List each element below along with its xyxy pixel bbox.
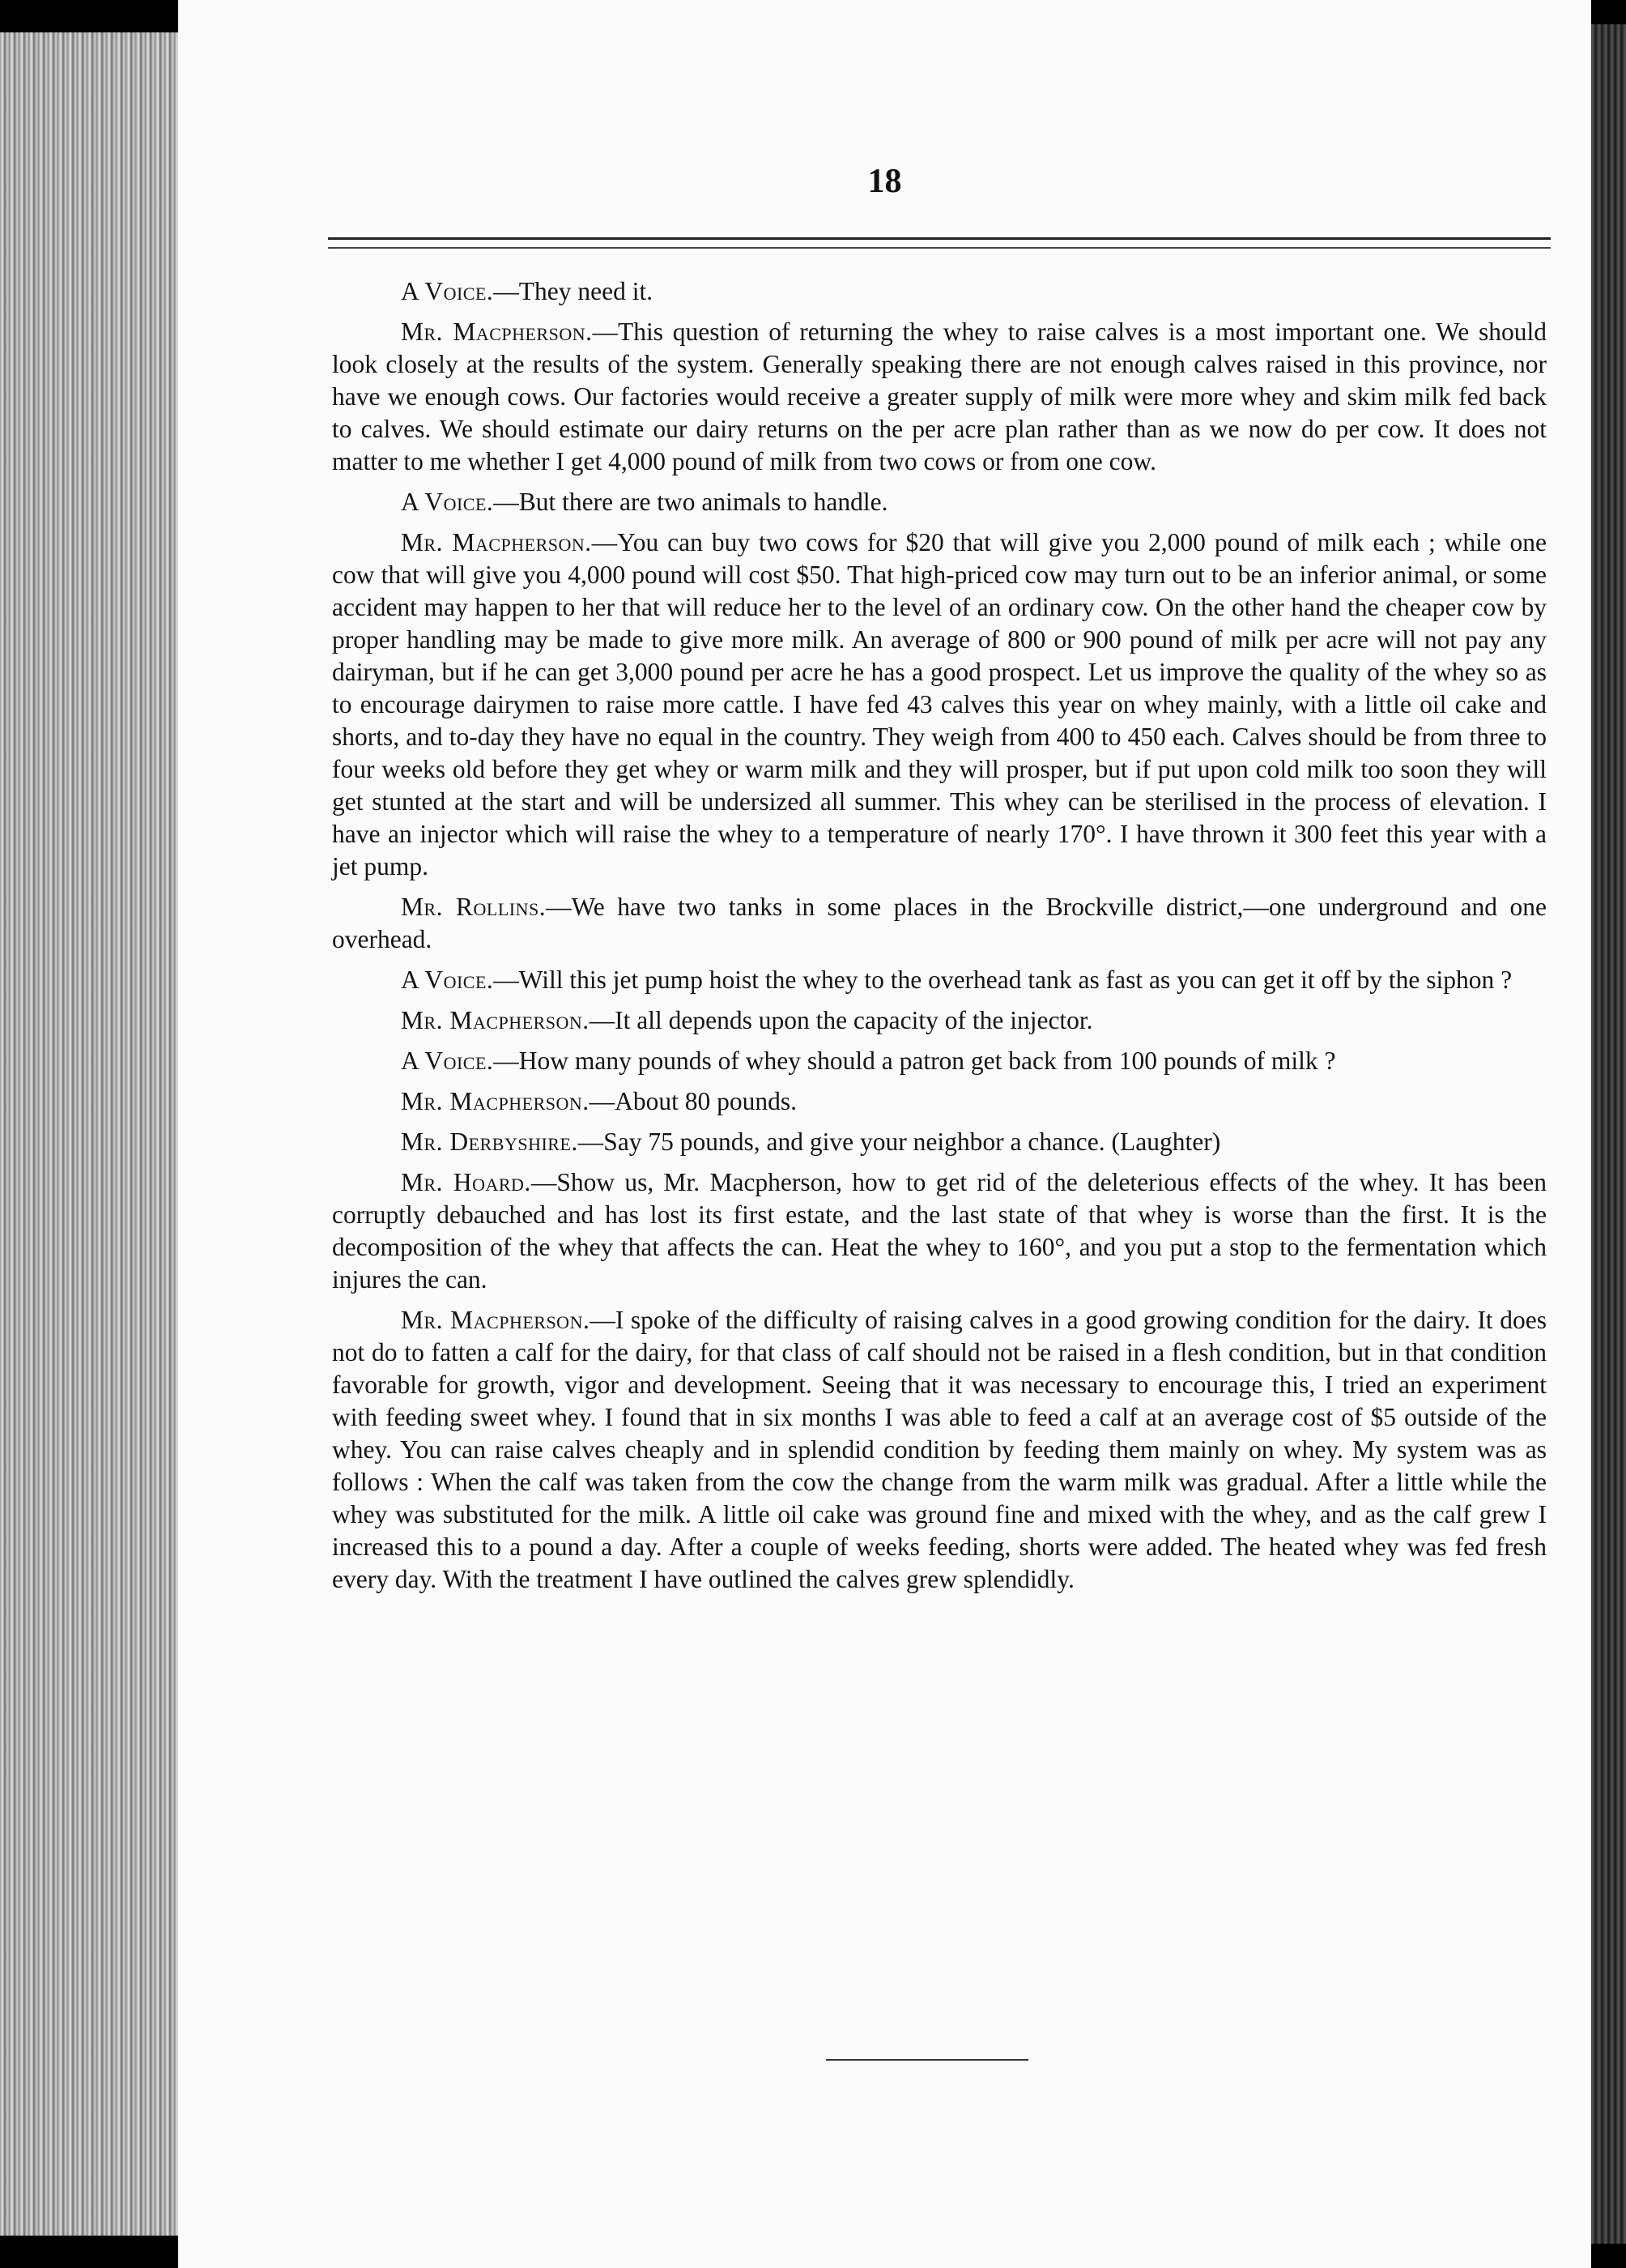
paragraph-text: —You can buy two cows for $20 that will give you 2,000 pound of milk each ; while one cow that will give you 4,000 pound will cost $50. That high-priced cow may turn out to be an inferior animal, or some accident may happen to her that will reduce her to the level of an ordinary cow. On the other hand the cheaper cow by proper handling may be made to give more milk. An average of 800 or 900 pound of milk per acre will not pay any dairyman, but if he can get 3,000 pound per acre he has a good prospect. Let us improve the quality of the whey so as to encourage dairymen to raise more cattle. I have fed 43 calves this year on whey mainly, with a little oil cake and shorts, and to-day they have no equal in the country. They weigh from 400 to 450 each. Calves should be from three to four weeks old before they get whey or warm milk and they will prosper, but if put upon cold milk too soon they will get stunted at the start and will be undersized all summer. This whey can be sterilised in the process of elevation. I have an injector which will raise the whey to a temperature of nearly 170°. I have thrown it 300 feet this year with a jet pump. bbox=[332, 528, 1547, 880]
speaker-name: Mr. Macpherson. bbox=[401, 318, 593, 346]
paragraph-text: —Say 75 pounds, and give your neighbor a chance. (Laughter) bbox=[577, 1128, 1221, 1156]
speaker-name: A Voice. bbox=[401, 966, 494, 994]
paragraph bbox=[332, 1166, 1547, 1296]
paragraph bbox=[332, 964, 1547, 996]
paragraph bbox=[332, 1045, 1547, 1077]
speaker-name: Mr. Macpherson. bbox=[401, 1006, 590, 1034]
header-rule-secondary bbox=[328, 247, 1551, 249]
speaker-name: Mr. Macpherson. bbox=[401, 1306, 590, 1334]
paragraph-text: —This question of returning the whey to raise calves is a most important one. We should look closely at the results of the system. Generally speaking there are not enough calves raised in this province, nor have we enough cows. Our factories would receive a greater supply of milk were more whey and skim milk fed back to calves. We should estimate our dairy returns on the per acre plan rather than as we now do per cow. It does not matter to me whether I get 4,000 pound of milk from two cows or from one cow. bbox=[332, 318, 1547, 475]
paragraph bbox=[332, 526, 1547, 883]
body-text bbox=[332, 275, 1547, 1604]
paragraph bbox=[332, 1004, 1547, 1037]
book-page-edges bbox=[0, 32, 186, 2236]
paragraph bbox=[332, 486, 1547, 518]
paragraph bbox=[332, 316, 1547, 478]
paragraph bbox=[332, 891, 1547, 956]
speaker-name: Mr. Derbyshire. bbox=[401, 1128, 578, 1156]
paragraph-text: —I spoke of the difficulty of raising calves in a good growing condition for the dairy. It does not do to fatten a calf for the dairy, for that class of calf should not be raised in a flesh condition, but in that condition favorable for growth, vigor and development. Seeing that it was necessary to encourage this, I tried an experiment with feeding sweet whey. I found that in six months I was able to feed a calf at an average cost of $5 outside of the whey. You can raise calves cheaply and in splendid condition by feeding them mainly on whey. My system was as follows : When the calf was taken from the cow the change from the warm milk was gradual. After a little while the whey was substituted for the milk. A little oil cake was ground fine and mixed with the whey, and as the calf grew I increased this to a pound a day. After a couple of weeks feeding, shorts were added. The heated whey was fed fresh every day. With the treatment I have outlined the calves grew splendidly. bbox=[332, 1306, 1547, 1593]
header-rule bbox=[328, 237, 1551, 240]
speaker-name: Mr. Rollins. bbox=[401, 893, 547, 921]
speaker-name: A Voice. bbox=[401, 488, 494, 516]
paragraph bbox=[332, 275, 1547, 308]
paragraph bbox=[332, 1304, 1547, 1596]
paragraph-text: —Will this jet pump hoist the whey to the overhead tank as fast as you can get it off by the siphon ? bbox=[493, 966, 1513, 994]
speaker-name: Mr. Macpherson. bbox=[401, 528, 592, 556]
paragraph bbox=[332, 1126, 1547, 1158]
paragraph-text: —How many pounds of whey should a patron get back from 100 pounds of milk ? bbox=[493, 1047, 1336, 1075]
paragraph-text: —It all depends upon the capacity of the injector. bbox=[589, 1006, 1093, 1034]
paragraph-text: —About 80 pounds. bbox=[589, 1087, 798, 1115]
paragraph-text: —They need it. bbox=[493, 277, 653, 305]
section-end-rule bbox=[826, 2059, 1028, 2061]
page-number: 18 bbox=[867, 163, 902, 200]
document-page bbox=[178, 0, 1591, 2268]
paragraph-text: —Show us, Mr. Macpherson, how to get rid of the deleterious effects of the whey. It has been corruptly debauched and has lost its first estate, and the last state of that whey is worse than the first. It is the decomposition of the whey that affects the can. Heat the whey to 160°, and you put a stop to the fermentation which injures the can. bbox=[332, 1168, 1547, 1294]
speaker-name: A Voice. bbox=[401, 1047, 494, 1075]
speaker-name: Mr. Hoard. bbox=[401, 1168, 531, 1196]
paragraph-text: —We have two tanks in some places in the Brockville district,—one underground and one overhead. bbox=[332, 893, 1547, 953]
speaker-name: A Voice. bbox=[401, 277, 494, 305]
speaker-name: Mr. Macpherson. bbox=[401, 1087, 590, 1115]
book-cover-edge bbox=[1590, 24, 1626, 2244]
paragraph bbox=[332, 1085, 1547, 1118]
paragraph-text: —But there are two animals to handle. bbox=[493, 488, 888, 516]
